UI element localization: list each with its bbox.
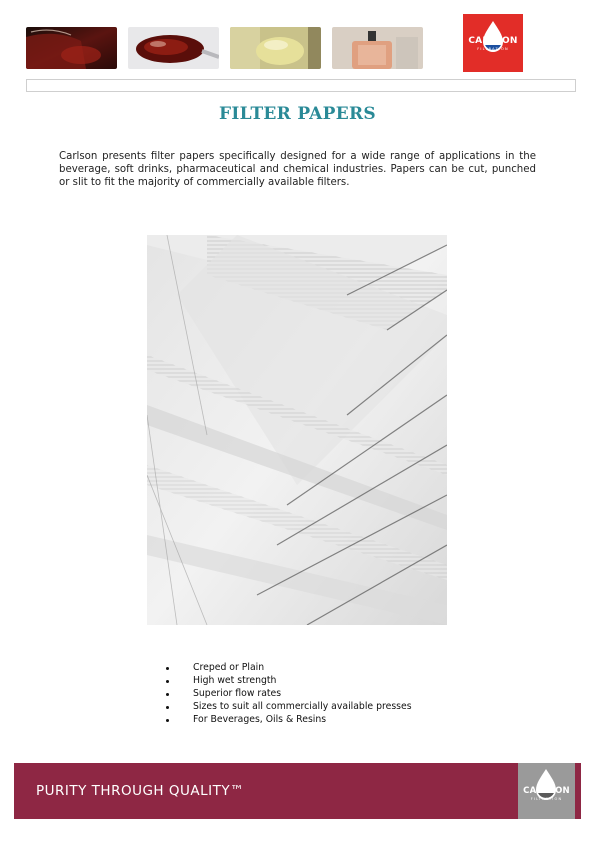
logo-subtitle: FILTRATION [477,47,509,51]
list-item: Creped or Plain [166,662,412,675]
footer-logo [518,763,575,819]
footer-logo-subtitle: FILTRATION [530,797,563,801]
footer-tagline: PURITY THROUGH QUALITY™ [36,783,245,799]
list-item: For Beverages, Oils & Resins [166,714,412,727]
list-item: Superior flow rates [166,688,412,701]
spoon-liquid-photo [128,27,219,69]
header-rule-box [26,79,576,92]
logo-name: CARLSON [468,36,518,46]
perfume-bottle-photo [332,27,423,69]
filter-papers-photo [147,235,447,625]
intro-paragraph: Carlson presents filter papers specifically designed for a wide range of applications in the beverage, soft drinks, pharmaceutical and chemical industries. Papers can be cut, punched or slit to fit the majority of commercially available filters. [59,151,536,189]
feature-list [166,662,412,727]
page-title: FILTER PAPERS [218,104,377,124]
carlson-logo [463,14,523,72]
list-item: Sizes to suit all commercially available presses [166,701,412,714]
white-wine-glass-photo [230,27,321,69]
red-wine-pour-photo [26,27,117,69]
list-item: High wet strength [166,675,412,688]
footer-logo-name: CARLSON [523,786,570,796]
footer-banner [14,763,581,819]
